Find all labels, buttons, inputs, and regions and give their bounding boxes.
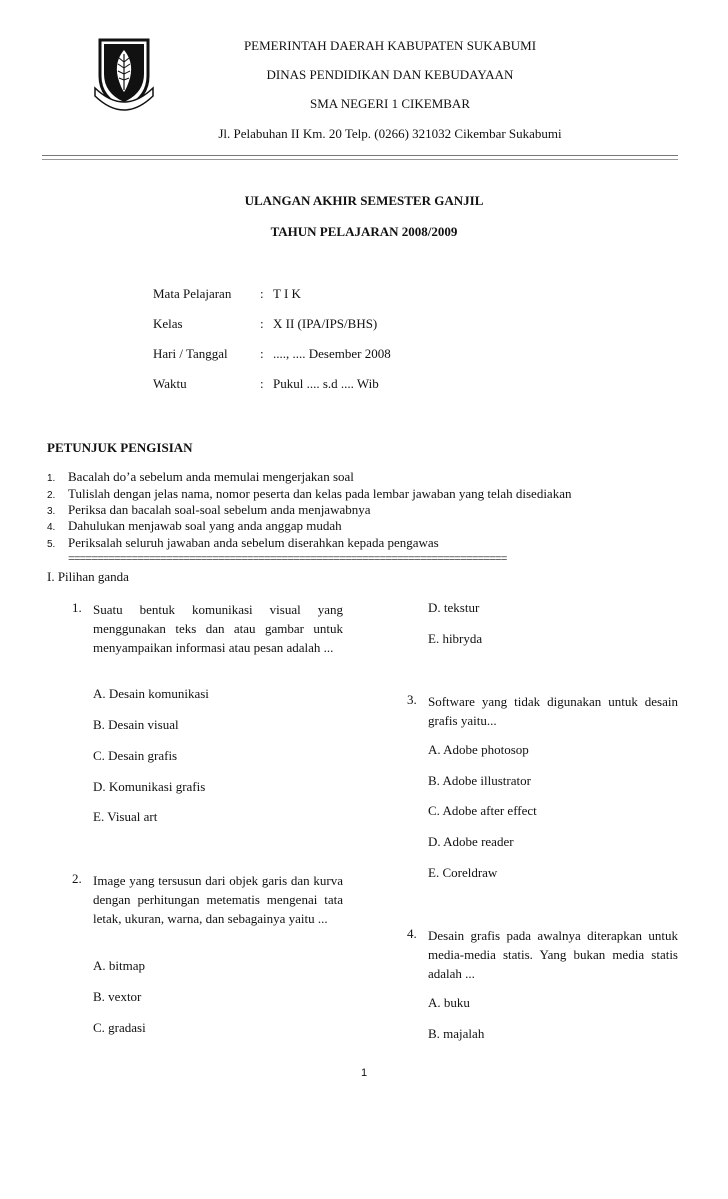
answer-option: B. majalah: [428, 1026, 485, 1041]
answer-option: D. Adobe reader: [428, 834, 514, 849]
question-number: 4.: [407, 926, 417, 941]
instruction-text: Dahulukan menjawab soal yang anda anggap mudah: [68, 518, 342, 533]
answer-option: A. bitmap: [93, 958, 145, 973]
question-text: Software yang tidak digunakan untuk desain grafis yaitu...: [428, 694, 678, 728]
instruction-number: 4.: [47, 522, 56, 533]
instruction-number: 2.: [47, 490, 56, 501]
info-colon: :: [260, 376, 264, 391]
answer-option: B. Adobe illustrator: [428, 773, 531, 788]
answer-option: C. gradasi: [93, 1020, 146, 1035]
info-key: Waktu: [153, 376, 187, 391]
instruction-number: 1.: [47, 473, 56, 484]
answer-option: E. hibryda: [428, 631, 483, 646]
separator-line: ============================================================================: [68, 552, 507, 565]
info-colon: :: [260, 316, 264, 331]
letterhead-government: PEMERINTAH DAERAH KABUPATEN SUKABUMI: [243, 38, 537, 53]
question-number: 3.: [407, 692, 417, 707]
info-value: ...., .... Desember 2008: [273, 346, 391, 361]
exam-title: ULANGAN AKHIR SEMESTER GANJIL: [244, 193, 484, 208]
letterhead-rule: [42, 155, 678, 156]
info-key: Mata Pelajaran: [153, 286, 232, 301]
instruction-item: [47, 535, 439, 551]
letterhead-school: SMA NEGERI 1 CIKEMBAR: [310, 96, 470, 111]
section-heading: I. Pilihan ganda: [47, 569, 129, 584]
question-number: 2.: [72, 871, 82, 886]
exam-year: TAHUN PELAJARAN 2008/2009: [270, 224, 458, 239]
info-key: Kelas: [153, 316, 183, 331]
question-text: Suatu bentuk komunikasi visual yang menggunakan teks dan atau gambar untuk menyampaikan informasi atau pesan adalah ...: [93, 602, 343, 655]
info-colon: :: [260, 346, 264, 361]
instruction-number: 5.: [47, 539, 56, 550]
info-value: Pukul .... s.d .... Wib: [273, 376, 379, 391]
info-value: T I K: [273, 286, 301, 301]
instruction-text: Bacalah do’a sebelum anda memulai mengerjakan soal: [68, 469, 354, 484]
instruction-text: Periksa dan bacalah soal-soal sebelum anda menjawabnya: [68, 502, 371, 517]
question-text: Image yang tersusun dari objek garis dan kurva dengan perhitungan metematis mengenai tata letak, ukuran, warna, dan sebagainya yaitu ...: [93, 873, 343, 926]
answer-option: B. Desain visual: [93, 717, 179, 732]
letterhead-address: Jl. Pelabuhan II Km. 20 Telp. (0266) 321032 Cikembar Sukabumi: [218, 126, 562, 141]
letterhead-department: DINAS PENDIDIKAN DAN KEBUDAYAAN: [266, 67, 514, 82]
answer-option: E. Coreldraw: [428, 865, 498, 880]
info-key: Hari / Tanggal: [153, 346, 228, 361]
answer-option: E. Visual art: [93, 809, 158, 824]
question-text: Desain grafis pada awalnya diterapkan untuk media-media statis. Yang bukan media statis adalah ...: [428, 928, 678, 981]
instruction-item: [47, 518, 342, 534]
instructions-title: PETUNJUK PENGISIAN: [47, 440, 193, 455]
instruction-text: Tulislah dengan jelas nama, nomor peserta dan kelas pada lembar jawaban yang telah disediakan: [68, 486, 572, 501]
page-number: 1: [360, 1067, 368, 1079]
instruction-number: 3.: [47, 506, 56, 517]
answer-option: D. Komunikasi grafis: [93, 779, 206, 794]
instruction-item: [47, 486, 571, 502]
info-value: X II (IPA/IPS/BHS): [273, 316, 378, 331]
instruction-text: Periksalah seluruh jawaban anda sebelum diserahkan kepada pengawas: [68, 535, 439, 550]
instruction-item: [47, 502, 371, 518]
answer-option: B. vextor: [93, 989, 142, 1004]
answer-option: A. Desain komunikasi: [93, 686, 209, 701]
letterhead-rule-2: [42, 159, 678, 160]
info-colon: :: [260, 286, 264, 301]
answer-option: C. Desain grafis: [93, 748, 178, 763]
answer-option: A. buku: [428, 995, 470, 1010]
answer-option: C. Adobe after effect: [428, 803, 537, 818]
answer-option: D. tekstur: [428, 600, 480, 615]
instruction-item: [47, 469, 354, 485]
answer-option: A. Adobe photosop: [428, 742, 529, 757]
question-number: 1.: [72, 600, 82, 615]
